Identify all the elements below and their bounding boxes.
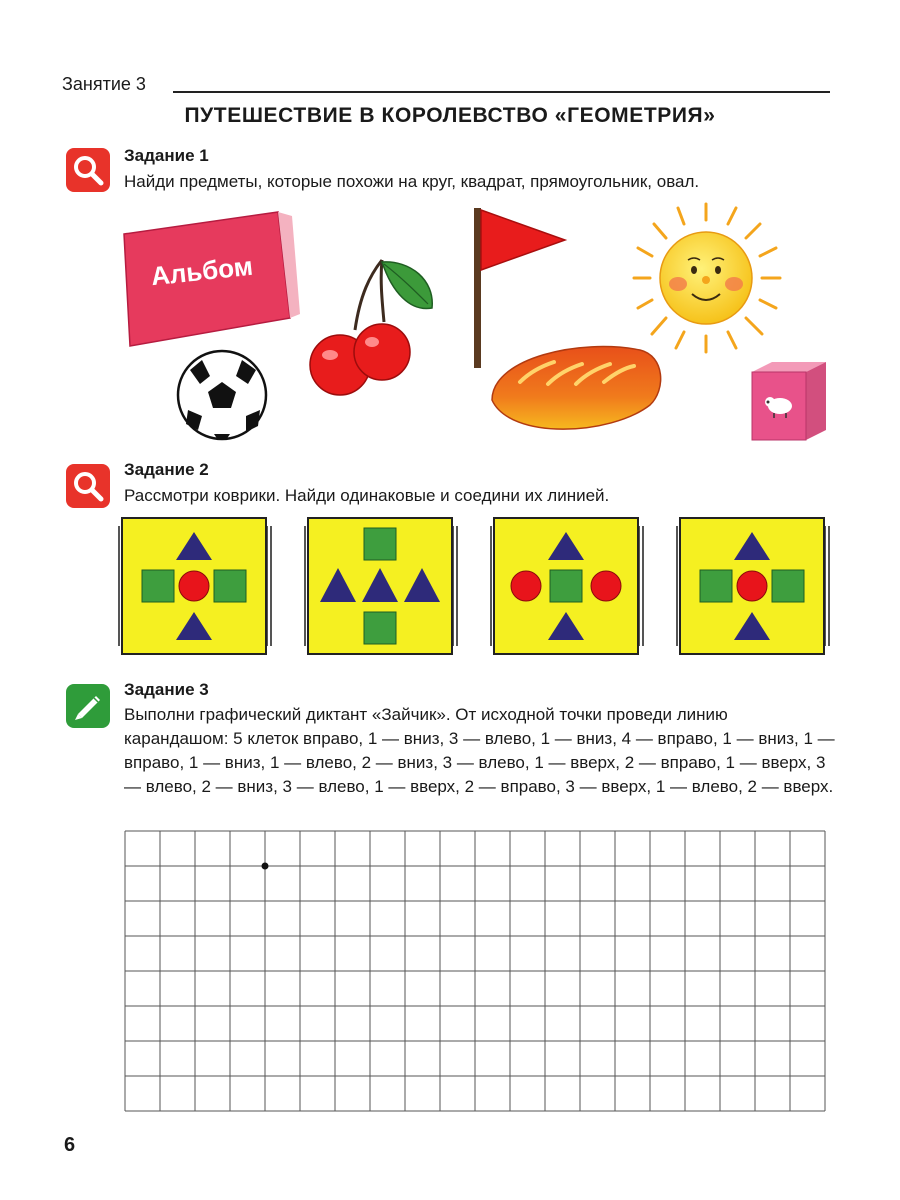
task3-text: Выполни графический диктант «Зайчик». От исходной точки проведи линию карандашом: 5 клеток вправо, 1 — вниз, 3 — влево, 1 — вниз, 4 — вправо, 1 — вниз, 1 — вправо, 1 — вниз, 1 — влево, 2 — вниз, 3 — влево, 1 — вверх, 2 — вправо, 1 — вверх, 3 — влево, 2 — вниз, 3 — влево, 1 — вверх, 2 — вправо, 3 — вверх, 1 — влево, 2 — вверх. — [124, 705, 835, 796]
dictation-grid[interactable] — [124, 830, 830, 1114]
page-title: ПУТЕШЕСТВИЕ В КОРОЛЕВСТВО «ГЕОМЕТРИЯ» — [184, 104, 716, 127]
grid-lines — [125, 831, 825, 1111]
objects-illustration — [110, 200, 830, 450]
page-number: 6 — [64, 1134, 76, 1156]
task2-title: Задание 2 — [124, 460, 209, 479]
magnifier-icon — [66, 148, 110, 192]
task1-title: Задание 1 — [124, 146, 209, 165]
start-point — [262, 863, 269, 870]
task1-text: Найди предметы, которые похожи на круг, квадрат, прямоугольник, овал. — [124, 172, 700, 191]
cherry-icon — [310, 260, 432, 395]
header-rule — [173, 91, 830, 93]
lesson-label: Занятие 3 — [62, 74, 146, 94]
bread-icon — [492, 347, 661, 430]
soccer-ball-icon — [178, 351, 266, 440]
rug-3 — [488, 518, 644, 654]
task3-title: Задание 3 — [124, 680, 209, 699]
magnifier-icon — [66, 464, 110, 508]
album-label: Альбом — [149, 250, 255, 292]
flag-icon — [474, 208, 565, 368]
cube-icon — [752, 362, 826, 440]
rug-1 — [116, 518, 272, 654]
sun-icon — [634, 204, 780, 352]
rug-4 — [674, 518, 830, 654]
pencil-icon — [66, 684, 110, 728]
rug-2 — [302, 518, 458, 654]
album-icon — [124, 212, 300, 346]
task2-text: Рассмотри коврики. Найди одинаковые и соедини их линией. — [124, 486, 610, 505]
rugs-row — [100, 508, 830, 664]
